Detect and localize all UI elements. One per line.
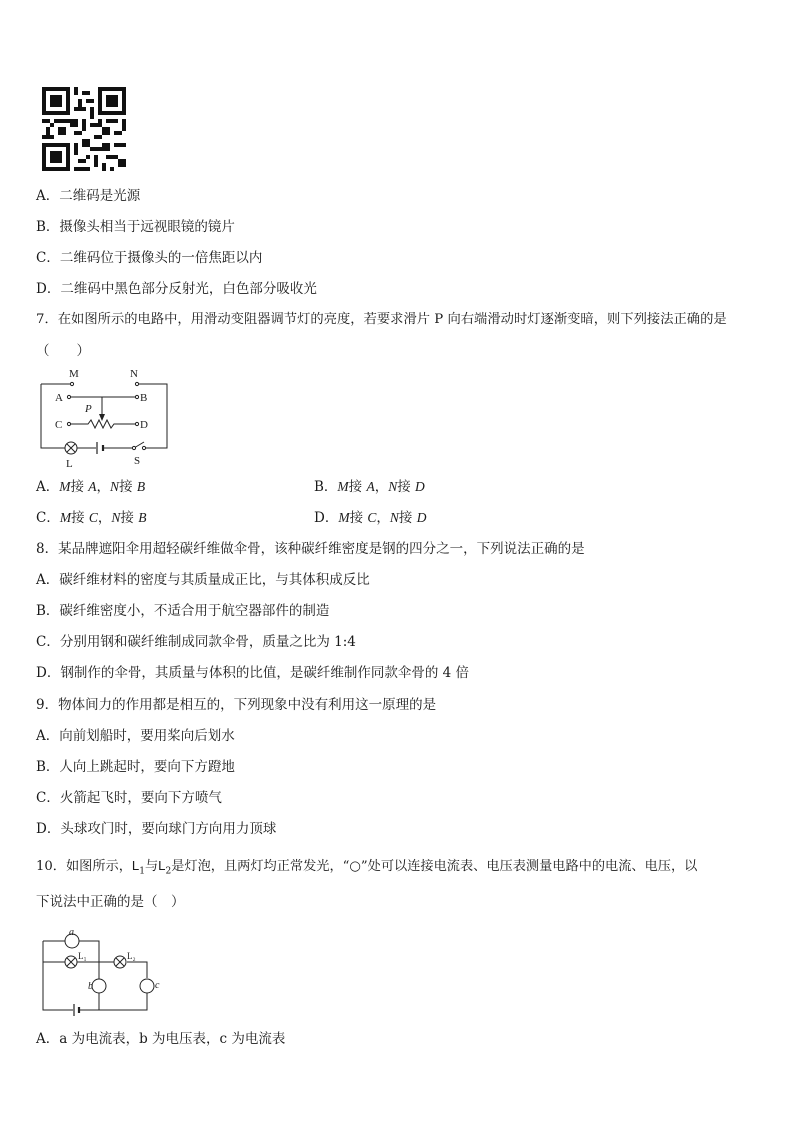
label-d: D xyxy=(140,419,148,431)
label-p: P xyxy=(85,403,92,415)
q7-option-d: D．M接 C，N接 D xyxy=(314,510,427,526)
q10-stem: 10．如图所示，$L_1$与$L_2$是灯泡，且两灯均正常发光，“○”处可以连接电流表、电压表测量电路中的电流、电压，以 xyxy=(36,858,698,877)
q7-circuit-diagram xyxy=(36,364,172,470)
q10-circuit-diagram xyxy=(36,926,166,1016)
q7-option-b: B．M接 A，N接 D xyxy=(314,479,425,495)
q6-option-d: D．二维码中黑色部分反射光，白色部分吸收光 xyxy=(36,281,317,297)
label-b: B xyxy=(140,392,148,404)
q9-option-b: B．人向上跳起时，要向下方蹬地 xyxy=(36,759,235,775)
label-m: M xyxy=(69,368,79,380)
label-a: A xyxy=(55,392,63,404)
meter-b-label: b xyxy=(88,981,93,992)
lamp-l1-label: L₁ xyxy=(78,951,87,961)
lamp-l2-label: L₂ xyxy=(127,951,136,961)
q10-stem-line2: 下说法中正确的是（ ） xyxy=(36,894,185,910)
q6-option-a: A．二维码是光源 xyxy=(36,188,141,204)
label-n: N xyxy=(130,368,138,380)
meter-c-label: c xyxy=(155,980,160,991)
q8-option-c: C．分别用钢和碳纤维制成同款伞骨，质量之比为 1:4 xyxy=(36,634,356,650)
q9-option-d: D．头球攻门时，要向球门方向用力顶球 xyxy=(36,821,277,837)
label-l: L xyxy=(66,458,73,470)
q6-option-b: B．摄像头相当于远视眼镜的镜片 xyxy=(36,219,235,235)
qr-code-icon xyxy=(42,87,126,171)
q9-stem: 9．物体间力的作用都是相互的，下列现象中没有利用这一原理的是 xyxy=(36,697,437,713)
q7-answer-bracket: （ ） xyxy=(36,343,90,359)
meter-a-label: a xyxy=(69,927,74,938)
q8-option-b: B．碳纤维密度小，不适合用于航空器部件的制造 xyxy=(36,603,330,619)
label-c: C xyxy=(55,419,63,431)
q8-stem: 8．某品牌遮阳伞用超轻碳纤维做伞骨，该种碳纤维密度是钢的四分之一，下列说法正确的是 xyxy=(36,541,585,557)
q8-option-d: D．钢制作的伞骨，其质量与体积的比值，是碳纤维制作同款伞骨的 4 倍 xyxy=(36,665,469,681)
label-s: S xyxy=(134,455,141,467)
q8-option-a: A．碳纤维材料的密度与其质量成正比，与其体积成反比 xyxy=(36,572,370,588)
q7-option-c: C．M接 C，N接 B xyxy=(36,510,147,526)
q9-option-a: A．向前划船时，要用桨向后划水 xyxy=(36,728,235,744)
q7-stem: 7．在如图所示的电路中，用滑动变阻器调节灯的亮度，若要求滑片 P 向右端滑动时灯逐渐变暗，则下列接法正确的是 xyxy=(36,312,727,327)
q6-option-c: C．二维码位于摄像头的一倍焦距以内 xyxy=(36,250,263,266)
q9-option-c: C．火箭起飞时，要向下方喷气 xyxy=(36,790,222,806)
q7-option-a: A．M接 A，N接 B xyxy=(36,479,146,495)
q10-option-a: A．a 为电流表，b 为电压表，c 为电流表 xyxy=(36,1031,286,1047)
